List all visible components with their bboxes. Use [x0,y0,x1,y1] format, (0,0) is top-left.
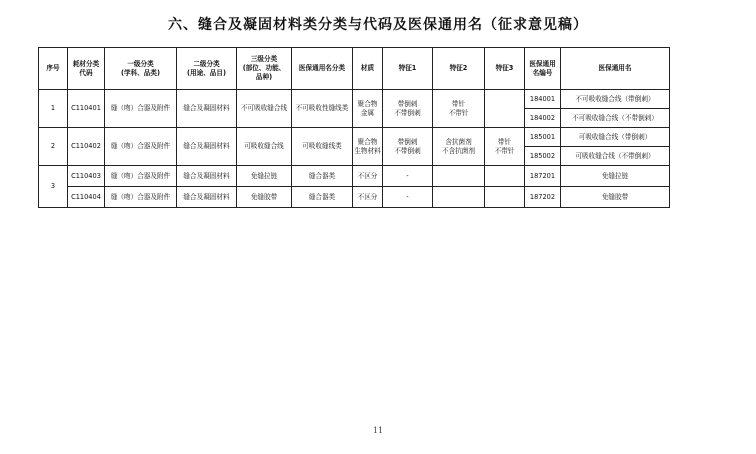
cell-name-class: 不可吸收性缝线类 [292,90,353,128]
cell-level3: 不可吸收缝合线 [237,90,292,128]
header-level1: 一级分类 (学科、品类) [105,48,177,90]
cell-insurance-code: 184002 [525,109,561,128]
cell-insurance-code: 187201 [525,166,561,187]
cell-level2: 缝合及凝固材料 [177,90,237,128]
header-material: 材质 [353,48,383,90]
cell-insurance-code: 184001 [525,90,561,109]
cell-feature1: 带倒刺 不带倒刺 [383,90,433,128]
table-row [39,187,670,208]
header-insurance-code: 医保通用 名编号 [525,48,561,90]
cell-level2: 缝合及凝固材料 [177,128,237,166]
cell-insurance-name: 可吸收缝合线（带倒刺） [561,128,670,147]
cell-level2: 缝合及凝固材料 [177,166,237,187]
cell-material: 不区分 [353,166,383,187]
cell-code: C110403 [68,166,105,187]
cell-insurance-name: 可吸收缝合线（不带倒刺） [561,147,670,166]
cell-name-class: 缝合器类 [292,187,353,208]
cell-seq: 2 [39,128,68,166]
cell-feature3 [485,187,525,208]
header-code: 耗材分类 代码 [68,48,105,90]
cell-insurance-name: 不可吸收缝合线（不带倒刺） [561,109,670,128]
cell-level1: 缝（吻）合器及附件 [105,187,177,208]
cell-insurance-code: 185002 [525,147,561,166]
cell-feature3 [485,166,525,187]
cell-feature2: 含抗菌剂 不含抗菌剂 [433,128,485,166]
cell-level3: 免缝胶带 [237,187,292,208]
document-title: 六、缝合及凝固材料类分类与代码及医保通用名（征求意见稿） [168,17,588,33]
cell-feature2 [433,187,485,208]
page-number: 11 [372,426,384,435]
cell-feature1: 带倒刺 不带倒刺 [383,128,433,166]
cell-seq: 3 [39,166,68,208]
cell-insurance-name: 不可吸收缝合线（带倒刺） [561,90,670,109]
cell-level1: 缝（吻）合器及附件 [105,166,177,187]
cell-insurance-name: 免缝胶带 [561,187,670,208]
cell-level1: 缝（吻）合器及附件 [105,90,177,128]
cell-material: 聚合物 金属 [353,90,383,128]
cell-code: C110401 [68,90,105,128]
header-feature2: 特征2 [433,48,485,90]
cell-material: 聚合物 生物材料 [353,128,383,166]
cell-seq: 1 [39,90,68,128]
header-name-class: 医保通用名分类 [292,48,353,90]
header-seq: 序号 [39,48,68,90]
classification-table [38,47,670,208]
table-row [39,128,670,147]
header-feature3: 特征3 [485,48,525,90]
cell-level1: 缝（吻）合器及附件 [105,128,177,166]
header-level2: 二级分类 (用途、品目) [177,48,237,90]
header-feature1: 特征1 [383,48,433,90]
header-level3: 三级分类 (部位、功能、 品种) [237,48,292,90]
table-row [39,90,670,109]
cell-feature3 [485,90,525,128]
cell-level3: 免缝拉链 [237,166,292,187]
cell-feature1: - [383,166,433,187]
cell-feature2: 带针 不带针 [433,90,485,128]
cell-code: C110402 [68,128,105,166]
cell-level2: 缝合及凝固材料 [177,187,237,208]
cell-insurance-name: 免缝拉链 [561,166,670,187]
cell-feature2 [433,166,485,187]
cell-name-class: 可吸收缝线类 [292,128,353,166]
header-row [39,48,670,90]
cell-level3: 可吸收缝合线 [237,128,292,166]
cell-feature3: 带针 不带针 [485,128,525,166]
header-insurance-name: 医保通用名 [561,48,670,90]
cell-insurance-code: 185001 [525,128,561,147]
table-row [39,166,670,187]
cell-code: C110404 [68,187,105,208]
cell-insurance-code: 187202 [525,187,561,208]
cell-material: 不区分 [353,187,383,208]
cell-name-class: 缝合器类 [292,166,353,187]
cell-feature1: - [383,187,433,208]
